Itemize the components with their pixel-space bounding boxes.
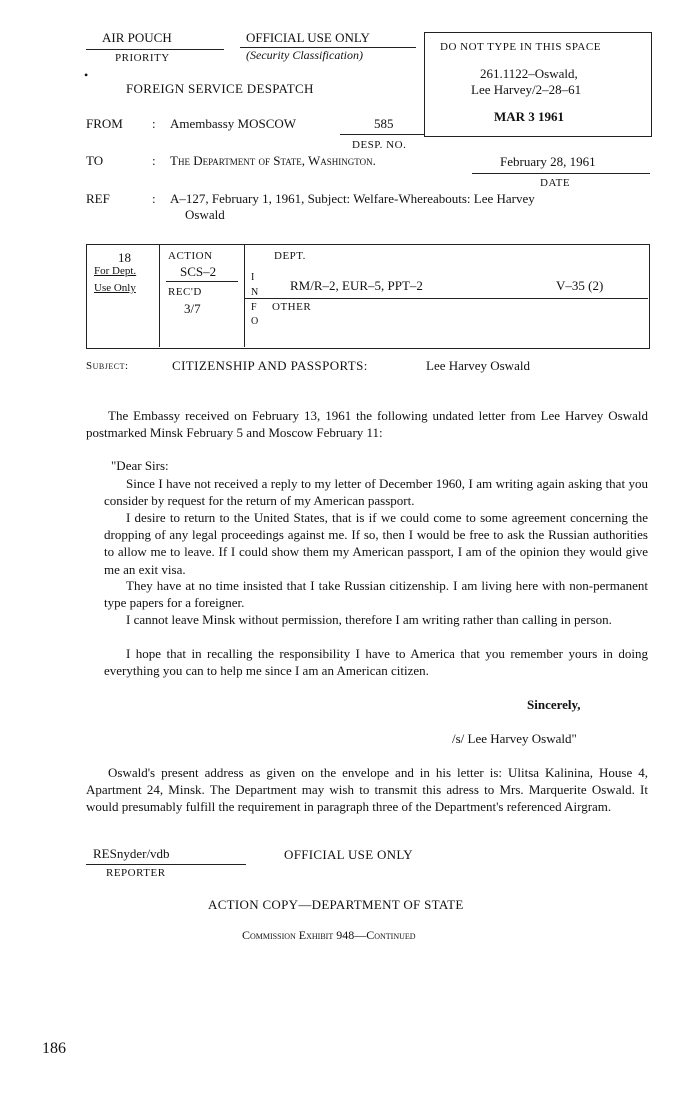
air-pouch-label: AIR POUCH <box>102 30 172 45</box>
for-dept-label: For Dept. <box>94 265 137 277</box>
ref-colon: : <box>152 191 156 206</box>
to-colon: : <box>152 153 156 168</box>
file-name: Lee Harvey/2–28–61 <box>471 82 582 97</box>
air-pouch-rule <box>86 49 224 50</box>
reporter-label: REPORTER <box>106 867 166 879</box>
info-letter-f: F <box>251 302 257 313</box>
info-letter-n: N <box>251 287 259 298</box>
info-letter-o: O <box>251 316 259 327</box>
action-rule <box>166 281 238 282</box>
routing-number: 18 <box>118 250 131 265</box>
use-only-label: Use Only <box>94 282 136 294</box>
dept-box-divider-2 <box>244 244 245 347</box>
bullet-mark: • <box>84 68 89 82</box>
received-date-stamp: MAR 3 1961 <box>494 109 565 124</box>
date-label: DATE <box>540 177 571 189</box>
priority-label: PRIORITY <box>115 52 170 64</box>
letter-paragraph: I cannot leave Minsk without permission, therefore I am writing rather than calling in person. <box>126 612 612 627</box>
subject-label: Subject: <box>86 360 129 372</box>
dept-label: DEPT. <box>274 250 306 262</box>
classification-bottom: OFFICIAL USE ONLY <box>284 847 413 862</box>
ref-label: REF <box>86 191 110 206</box>
from-value: Amembassy MOSCOW <box>170 116 297 131</box>
action-label: ACTION <box>168 250 213 262</box>
date-rule <box>472 173 650 174</box>
letter-salutation: "Dear Sirs: <box>111 458 169 473</box>
action-value: SCS–2 <box>180 264 217 279</box>
to-label: TO <box>86 153 104 168</box>
stamp-box-heading: DO NOT TYPE IN THIS SPACE <box>440 41 601 53</box>
page-number: 186 <box>42 1040 66 1057</box>
classification-top: OFFICIAL USE ONLY <box>246 30 370 45</box>
desp-no-value: 585 <box>374 116 394 131</box>
other-label: OTHER <box>272 301 312 313</box>
despatch-title: FOREIGN SERVICE DESPATCH <box>126 81 314 96</box>
letter-paragraph: I desire to return to the United States, that is if we could come to some agreement concerning the dropping of any legal proceedings against me. If so, then I would be free to ask the Russian authorities to allow me to leave. If I could show them my American passport, I am of the opinion they would give me an exit visa. <box>104 510 648 577</box>
letter-signature: /s/ Lee Harvey Oswald" <box>452 731 577 746</box>
intro-paragraph: The Embassy received on February 13, 1961 the following undated letter from Lee Harvey Oswald postmarked Minsk February 5 and Moscow February 11: <box>86 408 648 441</box>
conclusion-paragraph: Oswald's present address as given on the envelope and in his letter is: Ulitsa Kalinina, House 4, Apartment 24, Minsk. The Department may wish to transmit this adress to Mrs. Marquerite Oswald. It would presumably fulfill the requirement in paragraph three of the Department's referenced Airgram. <box>86 765 648 815</box>
date-value: February 28, 1961 <box>500 154 596 169</box>
letter-paragraph: Since I have not received a reply to my letter of December 1960, I am writing again asking that you consider by request for the return of my American passport. <box>104 476 648 509</box>
letter-paragraph: I hope that in recalling the responsibility I have to America that you remember yours in doing everything you can to help me since I am an American citizen. <box>104 646 648 679</box>
recd-value: 3/7 <box>184 301 201 316</box>
file-code: V–35 (2) <box>556 278 604 293</box>
subject-name: Lee Harvey Oswald <box>426 358 530 373</box>
info-letter-i: I <box>251 272 255 283</box>
file-number: 261.1122–Oswald, <box>480 66 578 81</box>
desp-no-label: DESP. NO. <box>352 139 407 151</box>
security-caption: (Security Classification) <box>246 48 363 62</box>
dept-box-row-rule <box>244 298 648 299</box>
dept-box-divider-1 <box>159 244 160 347</box>
ref-value-line2: Oswald <box>185 207 225 222</box>
letter-closing: Sincerely, <box>527 697 581 712</box>
recd-label: REC'D <box>168 286 202 298</box>
commission-exhibit: Commission Exhibit 948—Continued <box>242 928 416 942</box>
desp-no-rule <box>340 134 424 135</box>
dept-value: RM/R–2, EUR–5, PPT–2 <box>290 278 423 293</box>
subject-value: CITIZENSHIP AND PASSPORTS: <box>172 358 368 373</box>
action-copy-label: ACTION COPY—DEPARTMENT OF STATE <box>208 897 464 912</box>
reporter-value: RESnyder/vdb <box>93 846 170 861</box>
to-value: The Department of State, Washington. <box>170 153 376 168</box>
letter-paragraph: They have at no time insisted that I take Russian citizenship. I am living here with non-permanent type papers for a foreigner. <box>104 578 648 611</box>
from-label: FROM <box>86 116 123 131</box>
ref-value-line1: A–127, February 1, 1961, Subject: Welfare-Whereabouts: Lee Harvey <box>170 191 535 206</box>
from-colon: : <box>152 116 156 131</box>
reporter-rule <box>86 864 246 865</box>
